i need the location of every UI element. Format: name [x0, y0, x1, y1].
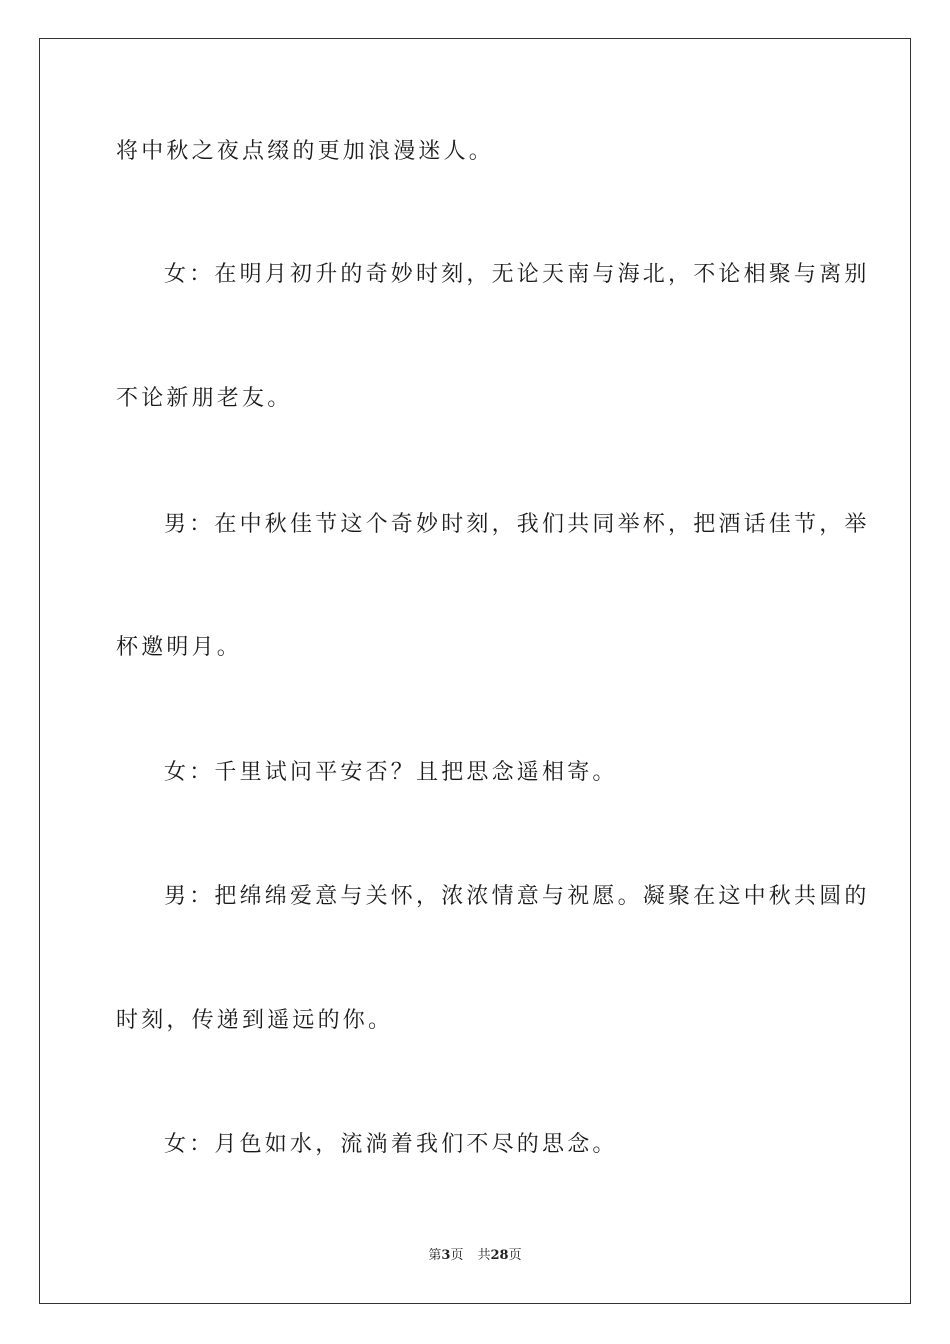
footer-page-suffix: 页: [450, 1248, 464, 1263]
paragraph-line-2: 女：在明月初升的奇妙时刻，无论天南与海北，不论相聚与离别: [164, 262, 870, 287]
footer-total-suffix: 页: [508, 1248, 522, 1263]
paragraph-line-6: 女：千里试问平安否？且把思念遥相寄。: [164, 760, 618, 785]
footer-page-number: 3: [441, 1248, 451, 1263]
paragraph-line-5: 杯邀明月。: [116, 635, 243, 660]
page-footer: [0, 1247, 950, 1265]
paragraph-line-8: 时刻，传递到遥远的你。: [116, 1008, 394, 1033]
footer-total-pages: 28: [490, 1248, 509, 1263]
paragraph-line-1: 将中秋之夜点缀的更加浪漫迷人。: [116, 139, 495, 164]
footer-page-prefix: 第: [428, 1248, 442, 1263]
paragraph-line-3: 不论新朋老友。: [116, 386, 293, 411]
footer-total-prefix: 共: [477, 1248, 491, 1263]
paragraph-line-9: 女：月色如水，流淌着我们不尽的思念。: [164, 1132, 618, 1157]
paragraph-line-4: 男：在中秋佳节这个奇妙时刻，我们共同举杯，把酒话佳节，举: [164, 512, 870, 537]
paragraph-line-7: 男：把绵绵爱意与关怀，浓浓情意与祝愿。凝聚在这中秋共圆的: [164, 884, 870, 909]
page-border: [39, 38, 911, 1304]
